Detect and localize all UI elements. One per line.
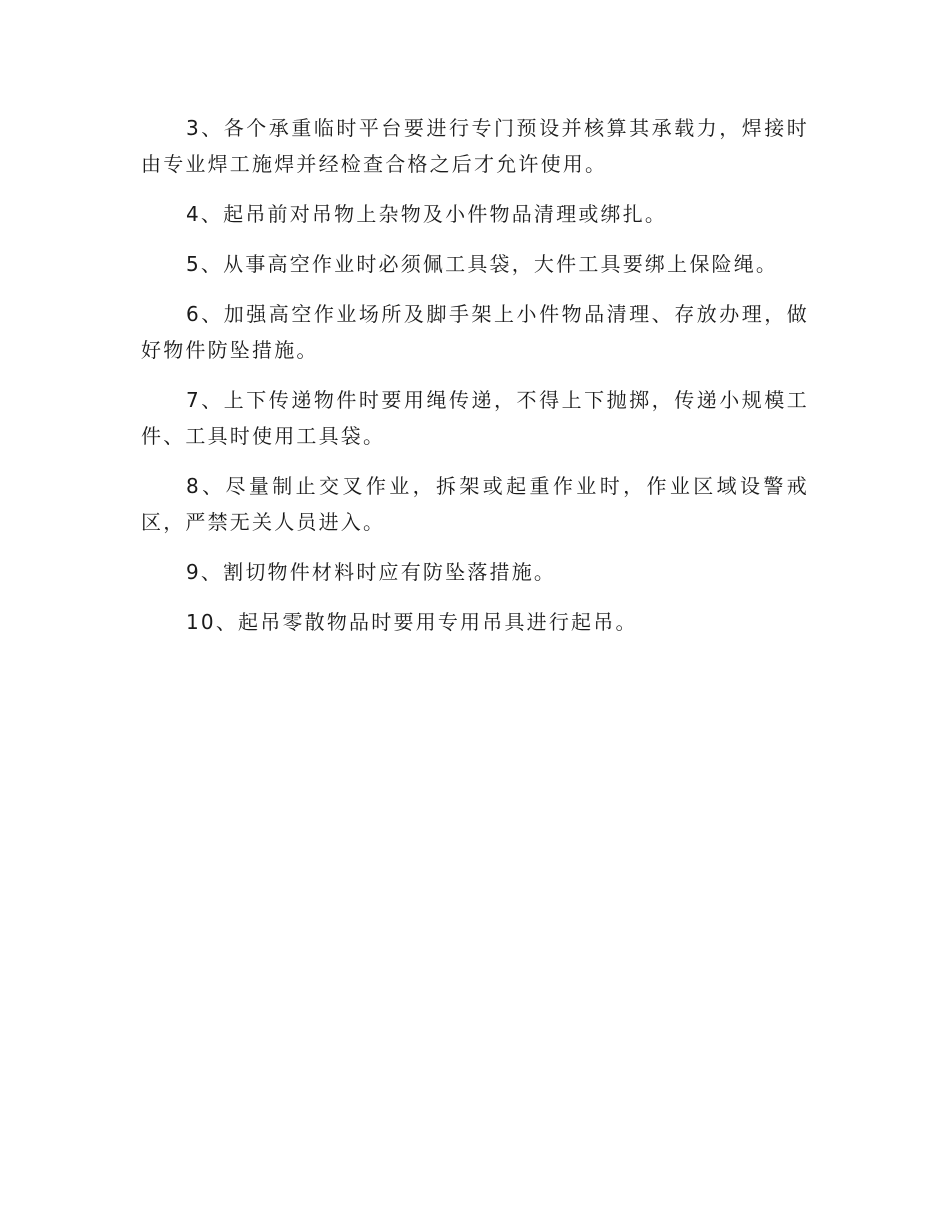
paragraph-item-7: 7、上下传递物件时要用绳传递，不得上下抛掷，传递小规模工件、工具时使用工具袋。 <box>141 388 809 448</box>
paragraph-item-3: 3、各个承重临时平台要进行专门预设并核算其承载力，焊接时由专业焊工施焊并经检查合格之后才允许使用。 <box>141 116 809 176</box>
paragraph-item-4: 4、起吊前对吊物上杂物及小件物品清理或绑扎。 <box>186 202 668 226</box>
paragraph-item-6: 6、加强高空作业场所及脚手架上小件物品清理、存放办理，做好物件防坠措施。 <box>141 302 809 362</box>
paragraph-item-10: 10、起吊零散物品时要用专用吊具进行起吊。 <box>186 610 638 634</box>
paragraph-item-9: 9、割切物件材料时应有防坠落措施。 <box>186 560 557 584</box>
paragraph-item-8: 8、尽量制止交叉作业，拆架或起重作业时，作业区域设警戒区，严禁无关人员进入。 <box>141 474 809 534</box>
document-body <box>141 110 809 654</box>
paragraph-item-5: 5、从事高空作业时必须佩工具袋，大件工具要绑上保险绳。 <box>186 252 779 276</box>
